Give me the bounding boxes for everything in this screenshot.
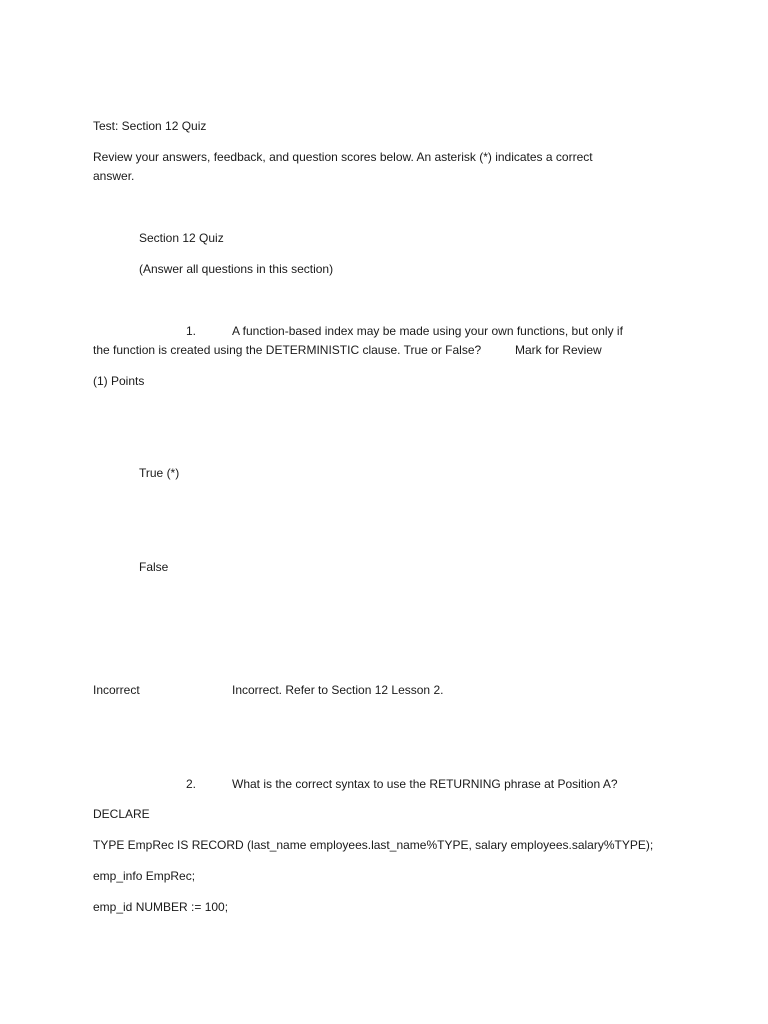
question-1-number: 1. — [186, 324, 197, 338]
question-1-feedback: Incorrect. Refer to Section 12 Lesson 2. — [232, 683, 444, 697]
question-1-result-label: Incorrect — [93, 683, 140, 697]
code-line-3: emp_info EmpRec; — [93, 869, 196, 883]
intro-text-line-2: answer. — [93, 169, 135, 183]
question-2-number: 2. — [186, 777, 197, 791]
code-line-1: DECLARE — [93, 807, 150, 821]
question-1-option-true[interactable]: True (*) — [139, 466, 180, 480]
mark-for-review-link[interactable]: Mark for Review — [515, 343, 602, 357]
question-1-points: (1) Points — [93, 374, 145, 388]
question-1-text-line-1: A function-based index may be made using your own functions, but only if — [232, 324, 623, 338]
page-title: Test: Section 12 Quiz — [93, 119, 207, 133]
question-1-text-line-2: the function is created using the DETERMINISTIC clause. True or False? — [93, 343, 482, 357]
intro-text-line-1: Review your answers, feedback, and question scores below. An asterisk (*) indicates a correct — [93, 150, 593, 164]
code-line-4: emp_id NUMBER := 100; — [93, 900, 229, 914]
question-2-text: What is the correct syntax to use the RETURNING phrase at Position A? — [232, 777, 618, 791]
question-1-option-false[interactable]: False — [139, 560, 169, 574]
section-note: (Answer all questions in this section) — [139, 262, 334, 276]
code-line-2: TYPE EmpRec IS RECORD (last_name employees.last_name%TYPE, salary employees.salary%TYPE); — [93, 838, 654, 852]
section-title: Section 12 Quiz — [139, 231, 224, 245]
